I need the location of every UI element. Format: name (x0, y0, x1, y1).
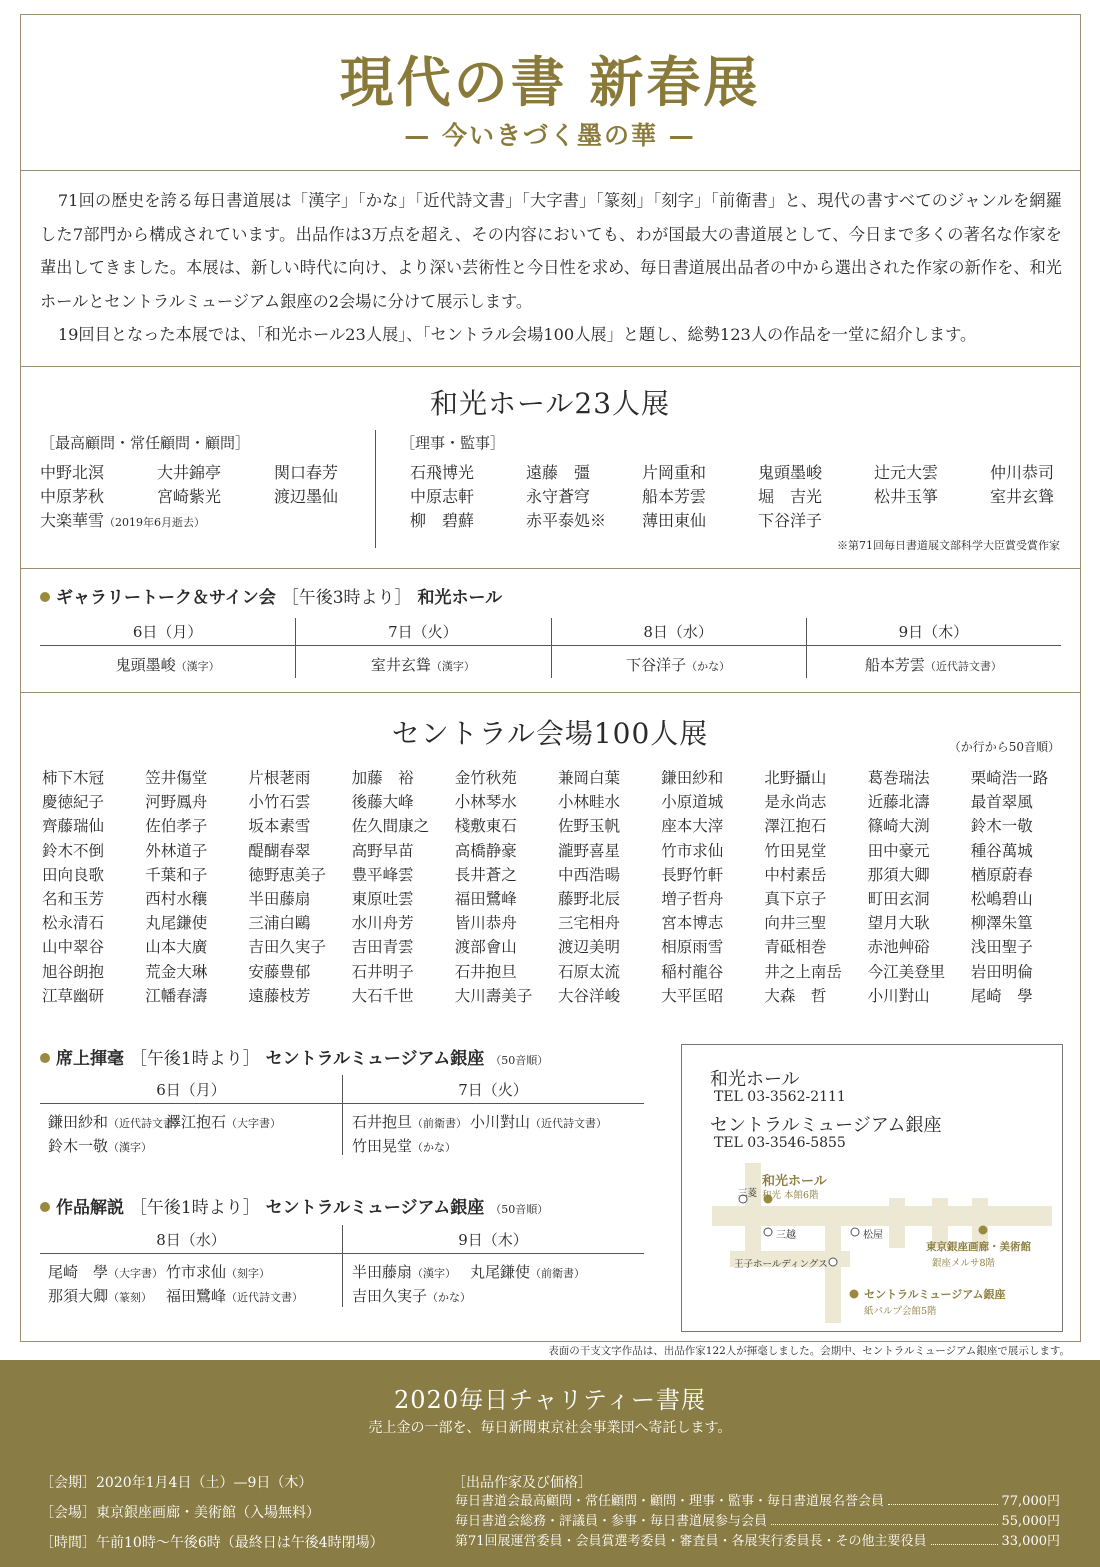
central-member: 長野竹軒 (661, 865, 724, 884)
schedule-entry (352, 1135, 456, 1156)
intro-paragraph-1: 71回の歴史を誇る毎日書道展は「漢字」「かな」「近代詩文書」「大字書」「篆刻」「刻字」「前衛書」と、現代の書すべてのジャンルを網羅した7部門から構成されています。出品作は3万点を超え、その内容においても、わが国最大の書道展として、今日まで多くの著名な作家を輩出してきました。本展は、新しい時代に向け、より深い芸術性と今日性を求め、毎日書道展出品者の中から選出された作家の新作を、和光ホールとセントラルミュージアム銀座の2会場に分けて展示します。 (40, 191, 1062, 311)
central-member: 望月大耿 (867, 914, 930, 933)
contact-wako-tel: TEL 03-3562-2111 (714, 1089, 846, 1105)
central-member: 皆川恭舟 (454, 914, 517, 933)
page-title: 現代の書 新春展 (339, 50, 761, 114)
central-member: 鎌田紗和 (661, 769, 724, 787)
map-label-matsuya: 松屋 (863, 1230, 883, 1241)
central-member: 旭谷朗抱 (42, 962, 105, 981)
talk-day: 9日（木） (898, 623, 969, 641)
central-member: 大石千世 (351, 986, 414, 1005)
central-member: 三宅相舟 (558, 914, 621, 933)
central-member: 尾崎 學 (970, 986, 1033, 1005)
schedule-name: 福田鷺峰 (166, 1287, 227, 1305)
talk-genre: （漢字） (430, 660, 475, 673)
wako-member: 中原志軒 (410, 487, 475, 506)
wako-left-label: ［最高顧問・常任顧問・顧問］ (40, 434, 251, 452)
talk-name: 船本芳雲 (864, 656, 925, 674)
schedule-name: 吉田久実子 (352, 1287, 428, 1305)
footer-price-label: ［出品作家及び価格］ (452, 1475, 592, 1491)
map-label-gallery: 東京銀座画廊・美術館 (926, 1241, 1031, 1253)
schedule-entry (48, 1285, 152, 1306)
central-member: 高橋静豪 (454, 841, 517, 860)
price-value: 55,000円 (1001, 1514, 1060, 1529)
price-value: 33,000円 (1001, 1534, 1060, 1549)
price-leader (931, 1530, 998, 1545)
central-member: 増子哲舟 (661, 890, 724, 908)
talk-col-rule (295, 618, 296, 678)
central-member: 後藤大峰 (351, 793, 414, 812)
central-member: 笠井傷堂 (145, 769, 208, 787)
central-member: 千葉和子 (145, 865, 208, 884)
wako-member: 渡辺墨仙 (274, 487, 339, 506)
central-member: 岩田明倫 (970, 962, 1033, 981)
central-member: 柳澤朱篁 (970, 914, 1033, 933)
schedule-name: 竹田晃堂 (352, 1137, 413, 1155)
central-member: 慶徳紀子 (42, 793, 105, 812)
central-member: 兼岡白葉 (558, 769, 621, 787)
talk-genre: （漢字） (175, 660, 220, 673)
schedule-day: 8日（水） (156, 1231, 226, 1249)
central-order-note: （か行から50音順） (948, 740, 1060, 754)
central-member: 大谷洋峻 (558, 986, 621, 1005)
central-member: 三浦白鷗 (248, 914, 311, 933)
talk-heading: ギャラリートーク＆サイン会 ［午後3時より］ 和光ホール (40, 583, 502, 608)
talk-entry (295, 654, 550, 675)
price-label: 毎日書道会総務・評議員・参事・毎日書道展参与会員 (455, 1514, 768, 1529)
central-member: 齊藤瑞仙 (42, 817, 105, 836)
divider (20, 170, 1081, 171)
map-label-mitsubishi: 三菱 (738, 1188, 758, 1199)
central-member: 大平匡昭 (661, 986, 724, 1005)
wako-member: 関口春芳 (274, 463, 339, 482)
central-member: 田中豪元 (867, 841, 930, 860)
schedule-genre: （近代詩文書） (530, 1117, 608, 1130)
schedule-entry (166, 1261, 270, 1282)
wako-member: 堀 吉光 (758, 487, 823, 506)
contact-central: セントラルミュージアム銀座 (710, 1115, 942, 1136)
schedule-name: 半田藤扇 (352, 1263, 413, 1281)
wako-member: 薄田東仙 (642, 511, 707, 530)
schedule-genre: （篆刻） (108, 1291, 153, 1304)
central-member: 小林畦水 (558, 793, 621, 812)
talk-day: 7日（火） (388, 623, 458, 641)
talk-col-rule (806, 618, 807, 678)
central-member: 醍醐春翠 (248, 841, 311, 860)
bullet-icon (40, 1053, 50, 1063)
central-member: 近藤北濤 (867, 793, 930, 812)
wako-member: 辻元大雲 (874, 463, 939, 482)
schedule-entry (352, 1111, 467, 1132)
contact-wako: 和光ホール (710, 1069, 800, 1090)
wako-member: 中原茅秋 (40, 487, 105, 506)
schedule-day: 9日（木） (458, 1231, 528, 1249)
bullet-icon (40, 592, 50, 602)
central-section-title: セントラル会場100人展 (391, 717, 709, 750)
map-label-wako: 和光ホール (762, 1174, 827, 1189)
map-marker-central (850, 1290, 859, 1299)
central-member: 宮本博志 (661, 914, 724, 933)
talk-entry (806, 654, 1061, 675)
central-member: 葛巻瑞法 (867, 769, 930, 787)
schedule-genre: （前衛書） (412, 1117, 468, 1130)
central-member: 小川對山 (867, 986, 930, 1005)
bullet-icon (40, 1202, 50, 1212)
talk-name: 鬼頭墨峻 (115, 656, 176, 674)
central-member: 遠藤枝芳 (248, 986, 311, 1005)
central-member: 松永清石 (42, 914, 105, 933)
central-member: 山本大廣 (145, 938, 208, 957)
talk-genre: （かな） (686, 660, 731, 673)
schedule-name: 石井抱旦 (352, 1113, 413, 1131)
central-member: 大川壽美子 (454, 986, 533, 1005)
schedule-rule (40, 1103, 644, 1104)
central-member: 半田藤扇 (248, 890, 311, 908)
central-member: 加藤 裕 (351, 769, 414, 787)
intro-paragraph-2: 19回目となった本展では、「和光ホール23人展」、「セントラル会場100人展」と題し、総勢123人の作品を一堂に紹介します。 (57, 325, 977, 344)
charity-footer (0, 1360, 1100, 1567)
central-member: 水川舟芳 (351, 914, 414, 933)
central-member: 高野早苗 (351, 841, 414, 860)
talk-col-rule (551, 618, 552, 678)
price-row (455, 1510, 1060, 1529)
divider (20, 366, 1081, 367)
map-label-wako-sub: 和光 本館6階 (762, 1190, 819, 1201)
schedule-name: 鈴木一敬 (48, 1137, 109, 1155)
central-member: 佐久間康之 (351, 817, 430, 836)
contact-box (681, 1044, 1063, 1332)
central-member: 東原吐雲 (351, 890, 414, 908)
schedule-entry (48, 1261, 163, 1282)
wako-member: 大楽華雪（2019年6月逝去） (40, 511, 206, 530)
map-label-oji: 王子ホールディングス (734, 1259, 828, 1270)
central-member: 小竹石雲 (248, 793, 311, 812)
schedule-entry (352, 1285, 471, 1306)
central-member: 吉田久実子 (248, 938, 326, 957)
wako-member: 中野北溟 (40, 463, 105, 482)
central-member: 浅田聖子 (970, 938, 1033, 957)
central-member: 吉田青雲 (351, 938, 414, 957)
central-member: 栗崎浩一路 (970, 769, 1049, 787)
footer-subtitle: 売上金の一部を、毎日新聞東京社会事業団へ寄託します。 (368, 1420, 732, 1436)
central-member: 井之上南岳 (764, 962, 842, 981)
schedule-day: 7日（火） (458, 1081, 528, 1099)
central-member: 石井明子 (351, 962, 414, 981)
price-row (455, 1490, 1060, 1509)
map-label-mitsukoshi: 三越 (776, 1230, 796, 1241)
wako-member: 船本芳雲 (642, 487, 707, 506)
talk-day: 8日（水） (643, 623, 713, 641)
price-label: 第71回展運営委員・会員賞選考委員・審査員・各展実行委員長・その他主要役員 (455, 1534, 927, 1549)
central-member: 丸尾鎌使 (145, 914, 208, 933)
wako-member: 赤平泰処※ (526, 511, 607, 530)
wako-member: 大井錦亭 (157, 463, 222, 482)
schedule-entry (166, 1111, 281, 1132)
central-member: 河野鳳舟 (145, 793, 208, 812)
central-member: 坂本素雪 (248, 817, 311, 836)
central-member: 是永尚志 (764, 793, 827, 812)
schedule-entry (470, 1261, 585, 1282)
wako-member: 遠藤 彊 (526, 463, 591, 482)
central-member: 西村水穰 (145, 890, 208, 908)
central-member: 稲村龍谷 (661, 962, 724, 981)
schedule-day: 6日（月） (156, 1081, 226, 1099)
schedule-genre: （漢字） (412, 1267, 457, 1280)
divider (20, 692, 1081, 693)
schedule-name: 澤江抱石 (166, 1113, 227, 1131)
central-member: 渡部會山 (454, 938, 517, 957)
central-member: 今江美登里 (867, 962, 946, 981)
central-member: 小原道城 (661, 793, 724, 812)
schedule-entry (48, 1111, 185, 1132)
price-row (455, 1530, 1060, 1549)
central-member: 金竹秋苑 (454, 769, 517, 787)
schedule-genre: （漢字） (108, 1141, 153, 1154)
wako-member: 石飛博光 (410, 463, 475, 482)
central-member: 名和玉芳 (42, 890, 105, 908)
footer-venue: ［会場］東京銀座画廊・美術館（入場無料） (40, 1505, 320, 1521)
schedule-genre: （かな） (412, 1141, 457, 1154)
talk-genre: （近代詩文書） (924, 660, 1002, 673)
central-member: 赤池艸硲 (867, 938, 930, 957)
central-member: 渡辺美明 (558, 938, 621, 957)
map-label-central-sub: 紙パルプ会館5階 (864, 1306, 937, 1317)
central-member: 町田玄洞 (867, 890, 930, 908)
wako-member: 鬼頭墨峻 (758, 463, 823, 482)
map-label-gallery-sub: 銀座メルサ8階 (932, 1258, 996, 1269)
wako-member: 永守蒼穹 (526, 487, 591, 506)
central-member: 北野攝山 (764, 769, 827, 787)
price-label: 毎日書道会最高顧問・常任顧問・顧問・理事・監事・毎日書道展名誉会員 (455, 1494, 885, 1509)
map-label-central: セントラルミュージアム銀座 (864, 1288, 1006, 1301)
schedule-genre: （かな） (427, 1291, 472, 1304)
central-member: 最首翠風 (970, 793, 1033, 812)
divider (20, 568, 1081, 569)
schedule-genre: （刻字） (226, 1267, 271, 1280)
central-member: 佐野玉帆 (558, 817, 621, 836)
price-leader (888, 1490, 997, 1505)
talk-day: 6日（月） (132, 623, 203, 641)
schedule-genre: （大字書） (226, 1117, 282, 1130)
wako-member: 室井玄聳 (990, 487, 1055, 506)
schedule-entry (352, 1261, 456, 1282)
wako-section-title: 和光ホール23人展 (429, 387, 671, 420)
talk-entry (40, 654, 295, 675)
schedule-genre: （前衛書） (530, 1267, 586, 1280)
footer-hours: ［時間］午前10時〜午後6時（最終日は午後4時閉場） (40, 1535, 384, 1551)
central-member: 山中翠谷 (42, 938, 105, 957)
central-member: 那須大卿 (867, 865, 930, 884)
central-member: 真下京子 (764, 890, 827, 908)
schedule-genre: （近代詩文書） (108, 1117, 186, 1130)
wako-footnote: ※第71回毎日書道展文部科学大臣賞受賞作家 (837, 539, 1060, 552)
footer-period: ［会期］2020年1月4日（土）—9日（木） (40, 1475, 313, 1491)
schedule-entry (48, 1135, 152, 1156)
central-member: 福田鷺峰 (454, 890, 517, 908)
central-member: 中村素岳 (764, 865, 827, 884)
kaisetsu-heading: 作品解説 ［午後1時より］ セントラルミュージアム銀座 （50音順） (40, 1193, 548, 1218)
schedule-name: 尾崎 學 (48, 1263, 109, 1281)
schedule-name: 小川對山 (470, 1113, 531, 1131)
schedule-genre: （近代詩文書） (226, 1291, 304, 1304)
schedule-name: 丸尾鎌使 (470, 1263, 531, 1281)
central-member: 安藤豊郁 (248, 962, 311, 981)
central-member: 江草幽研 (42, 986, 105, 1005)
schedule-entry (470, 1111, 607, 1132)
central-member: 棧敷東石 (454, 817, 517, 836)
wako-right-label: ［理事・監事］ (400, 434, 506, 452)
central-member: 相原雨雪 (661, 938, 724, 957)
schedule-entry (166, 1285, 303, 1306)
central-member: 青砥相巻 (764, 938, 827, 957)
schedule-rule (40, 1253, 644, 1254)
wako-member: 下谷洋子 (758, 511, 823, 530)
central-member: 楢原蔚春 (970, 865, 1033, 884)
schedule-name: 鎌田紗和 (48, 1113, 109, 1131)
wako-member: 片岡重和 (642, 463, 707, 482)
central-member: 長井蒼之 (454, 865, 517, 884)
central-member: 竹田晃堂 (764, 841, 827, 860)
central-member: 鈴木不倒 (42, 841, 105, 860)
central-member: 柿下木冠 (42, 769, 105, 787)
central-member: 佐伯孝子 (145, 817, 208, 836)
central-member: 石原太流 (558, 962, 621, 981)
central-member: 松嶋碧山 (970, 890, 1033, 908)
map-marker-gallery (979, 1226, 988, 1235)
central-member: 向井三聖 (764, 914, 827, 933)
contact-central-tel: TEL 03-3546-5855 (714, 1135, 846, 1151)
talk-entry (551, 654, 806, 675)
central-member: 外林道子 (145, 841, 208, 860)
central-member: 種谷萬城 (970, 841, 1033, 860)
central-member: 荒金大琳 (145, 962, 208, 981)
map-marker-mitsukoshi (764, 1228, 772, 1236)
wako-divider (375, 430, 376, 548)
page-subtitle: — 今いきづく墨の華 — (404, 121, 696, 150)
central-member: 田向良歌 (42, 865, 105, 884)
wako-member: 宮崎紫光 (157, 487, 222, 506)
talk-name: 下谷洋子 (626, 656, 687, 674)
central-member: 豊平峰雲 (351, 865, 414, 884)
bottom-note: 表面の干支文字作品は、出品作家122人が揮毫しました。会期中、セントラルミュージアム銀座で展示します。 (548, 1345, 1070, 1357)
schedule-name: 那須大卿 (48, 1287, 109, 1305)
talk-name: 室井玄聳 (370, 656, 431, 674)
price-leader (771, 1510, 997, 1525)
central-member: 篠崎大渕 (867, 817, 930, 836)
central-member: 竹市求仙 (661, 841, 724, 860)
central-member: 藤野北辰 (558, 890, 621, 908)
central-member: 鈴木一敬 (970, 817, 1033, 836)
map-marker-matsuya (851, 1228, 859, 1236)
central-member: 大森 哲 (764, 986, 827, 1005)
central-member: 小林琴水 (454, 793, 517, 812)
central-member: 石井抱旦 (454, 962, 517, 981)
intro-text (40, 184, 1062, 352)
central-member: 中西浩暘 (558, 865, 621, 884)
map-marker-oji (829, 1258, 837, 1266)
wako-member: 松井玉箏 (874, 487, 939, 506)
central-member: 瀧野喜星 (558, 841, 621, 860)
wako-member: 柳 碧蘚 (410, 511, 475, 530)
central-member: 座本大滓 (661, 817, 724, 836)
central-member: 片根荖雨 (248, 769, 311, 787)
footer-title: 2020毎日チャリティー書展 (394, 1386, 706, 1414)
schedule-genre: （大字書） (108, 1267, 164, 1280)
central-member: 江幡春濤 (145, 986, 208, 1005)
central-member: 澤江抱石 (764, 817, 827, 836)
price-value: 77,000円 (1001, 1494, 1060, 1509)
wako-member: 仲川恭司 (990, 463, 1055, 482)
sekijo-heading: 席上揮毫 ［午後1時より］ セントラルミュージアム銀座 （50音順） (40, 1044, 548, 1069)
schedule-name: 竹市求仙 (166, 1263, 227, 1281)
central-member: 徳野恵美子 (248, 865, 326, 884)
